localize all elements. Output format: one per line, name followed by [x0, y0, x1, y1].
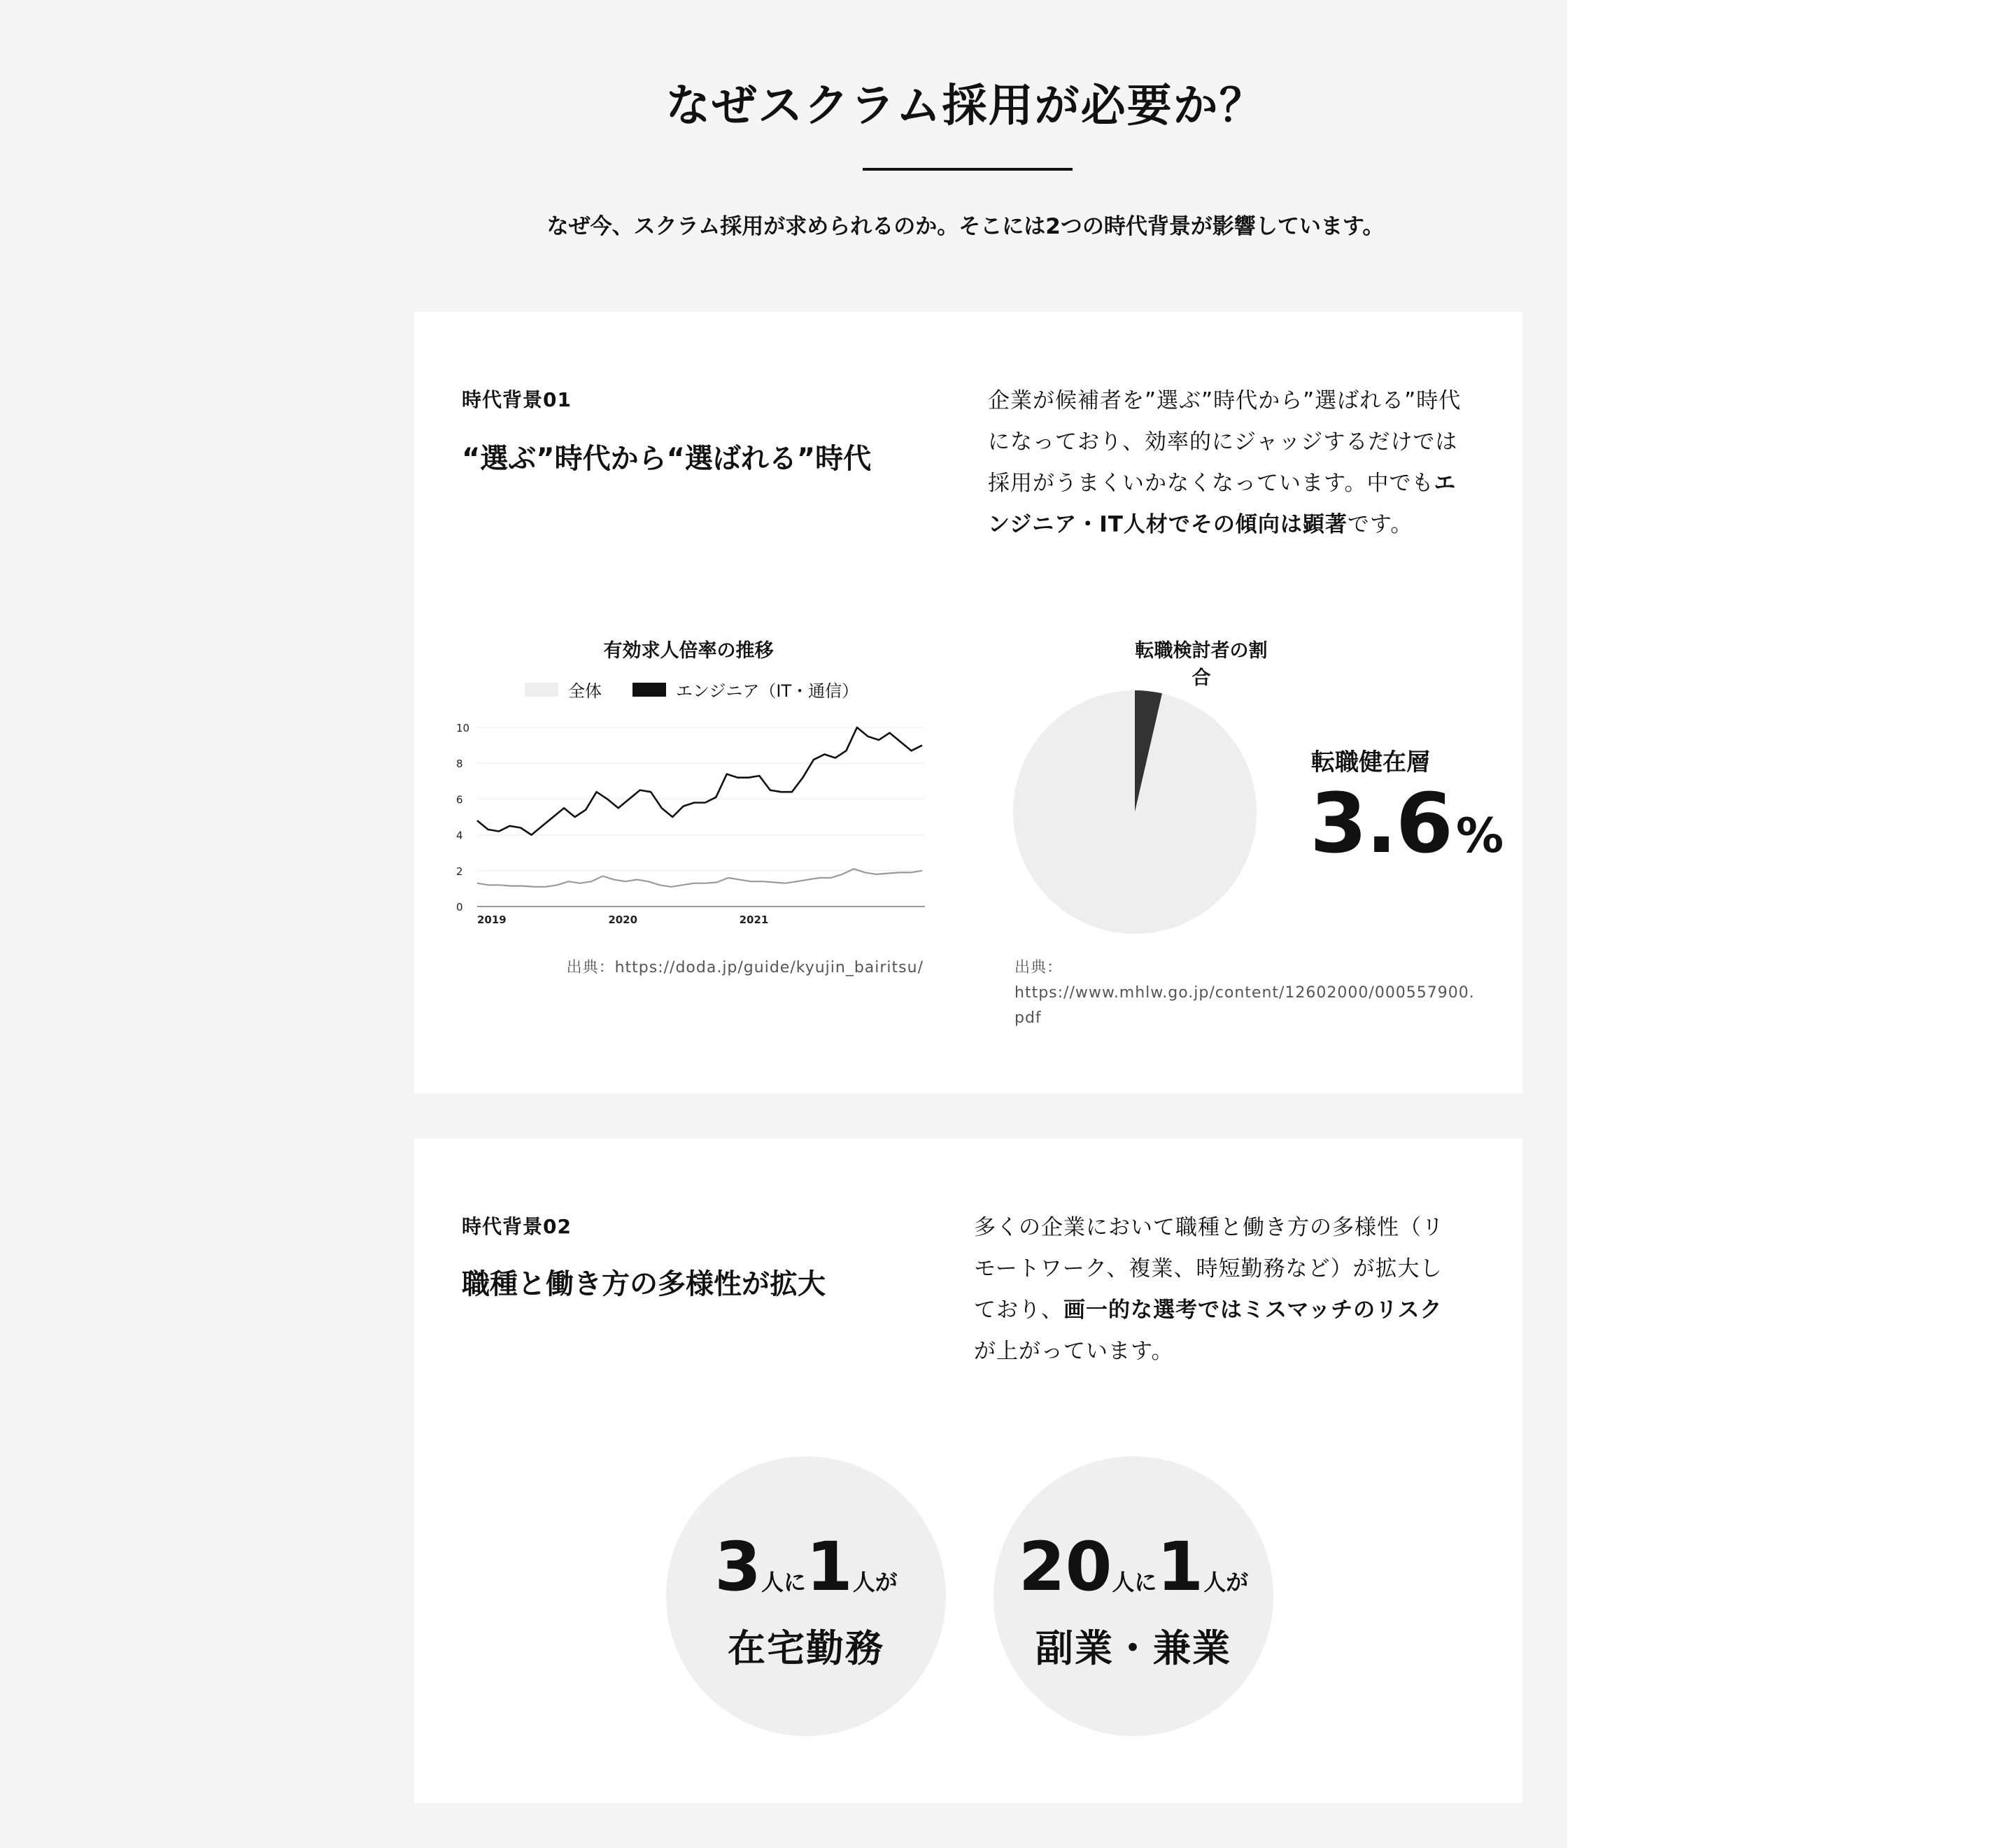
stat-ratio [666, 1528, 946, 1606]
paragraph-line [988, 463, 1506, 504]
line-chart [449, 718, 939, 926]
line-chart-source: 出典：https://doda.jp/guide/kyujin_bairitsu/ [566, 959, 924, 976]
card-heading: “選ぶ”時代から“選ばれる”時代 [462, 443, 872, 475]
paragraph-text: です。 [1347, 512, 1413, 537]
card-heading: 職種と働き方の多様性が拡大 [462, 1268, 826, 1300]
legend-swatch-all [525, 683, 558, 697]
legend-label-engineer: エンジニア（IT・通信） [676, 681, 859, 701]
pie-chart [1012, 690, 1257, 934]
paragraph-emphasis: ンジニア・IT人材でその傾向は顕著 [988, 512, 1348, 537]
y-tick-label: 8 [456, 758, 463, 771]
y-tick-label: 4 [456, 829, 463, 842]
legend-label-all: 全体 [568, 681, 602, 701]
section-title: なぜスクラム採用が必要か？ [665, 80, 1266, 132]
paragraph-emphasis: エ [1434, 471, 1457, 496]
pie-chart-source [1014, 955, 1504, 1031]
line-chart-legend [525, 677, 858, 702]
paragraph-line: 企業が候補者を”選ぶ”時代から”選ばれる”時代 [988, 388, 1462, 413]
y-tick-label: 6 [456, 793, 463, 806]
paragraph-line: が上がっています。 [974, 1339, 1174, 1364]
stat-circle-side-job [994, 1456, 1273, 1736]
section-lead: なぜ今、スクラム採用が求められるのか。そこには2つの時代背景が影響しています。 [546, 214, 1385, 239]
y-tick-label: 10 [456, 722, 470, 734]
card-paragraph [988, 381, 1506, 546]
pie-slice [1013, 690, 1257, 934]
stat-number: 1 [806, 1528, 853, 1606]
stat-number: 1 [1157, 1528, 1204, 1606]
background-card-01 [414, 312, 1522, 1093]
paragraph-emphasis: 画一的な選考ではミスマッチのリスク [1063, 1298, 1443, 1323]
stat-circle-remote-work [666, 1456, 946, 1736]
paragraph-line [974, 1290, 1506, 1331]
paragraph-line [988, 504, 1506, 546]
series-line [477, 727, 922, 835]
stat-ratio [994, 1528, 1273, 1606]
pie-value-number: 3.6 [1310, 775, 1452, 872]
card-paragraph [974, 1207, 1506, 1372]
pie-highlight-value [1310, 775, 1502, 872]
stat-caption: 在宅勤務 [728, 1626, 884, 1670]
stat-number: 20 [1018, 1528, 1112, 1606]
paragraph-line: モートワーク、複業、時短勤務など）が拡大し [974, 1256, 1443, 1281]
title-underline [863, 168, 1073, 171]
stat-number: 3 [714, 1528, 761, 1606]
legend-swatch-engineer [632, 683, 666, 697]
stat-caption: 副業・兼業 [1035, 1626, 1231, 1670]
paragraph-line: 多くの企業において職種と働き方の多様性（リ [974, 1215, 1444, 1240]
y-tick-label: 2 [456, 865, 463, 878]
source-line: https://www.mhlw.go.jp/content/12602000/000557900. [1014, 984, 1475, 1002]
paragraph-text: 採用がうまくいかなくなっています。中でも [988, 471, 1434, 496]
pie-highlight-label: 転職健在層 [1311, 748, 1430, 776]
card-label: 時代背景01 [462, 388, 572, 411]
paragraph-line: になっており、効率的にジャッジするだけでは [988, 429, 1458, 455]
stat-unit: 人が [1203, 1569, 1249, 1595]
background-card-02 [414, 1139, 1522, 1803]
x-tick-label: 2021 [739, 914, 769, 926]
card-label: 時代背景02 [462, 1215, 572, 1238]
y-tick-label: 0 [456, 901, 463, 914]
line-chart-title: 有効求人倍率の推移 [603, 640, 774, 662]
paragraph-text: ており、 [974, 1298, 1063, 1323]
source-line: pdf [1014, 1009, 1042, 1027]
stat-unit: 人に [761, 1569, 806, 1595]
x-tick-label: 2019 [477, 914, 507, 926]
pie-chart-title: 転職検討者の割合 [1135, 640, 1268, 689]
source-line: 出典： [1014, 959, 1063, 976]
x-tick-label: 2020 [608, 914, 638, 926]
series-line [477, 869, 922, 887]
pie-value-unit: % [1456, 809, 1503, 864]
stat-unit: 人が [852, 1569, 898, 1595]
stat-unit: 人に [1112, 1569, 1157, 1595]
